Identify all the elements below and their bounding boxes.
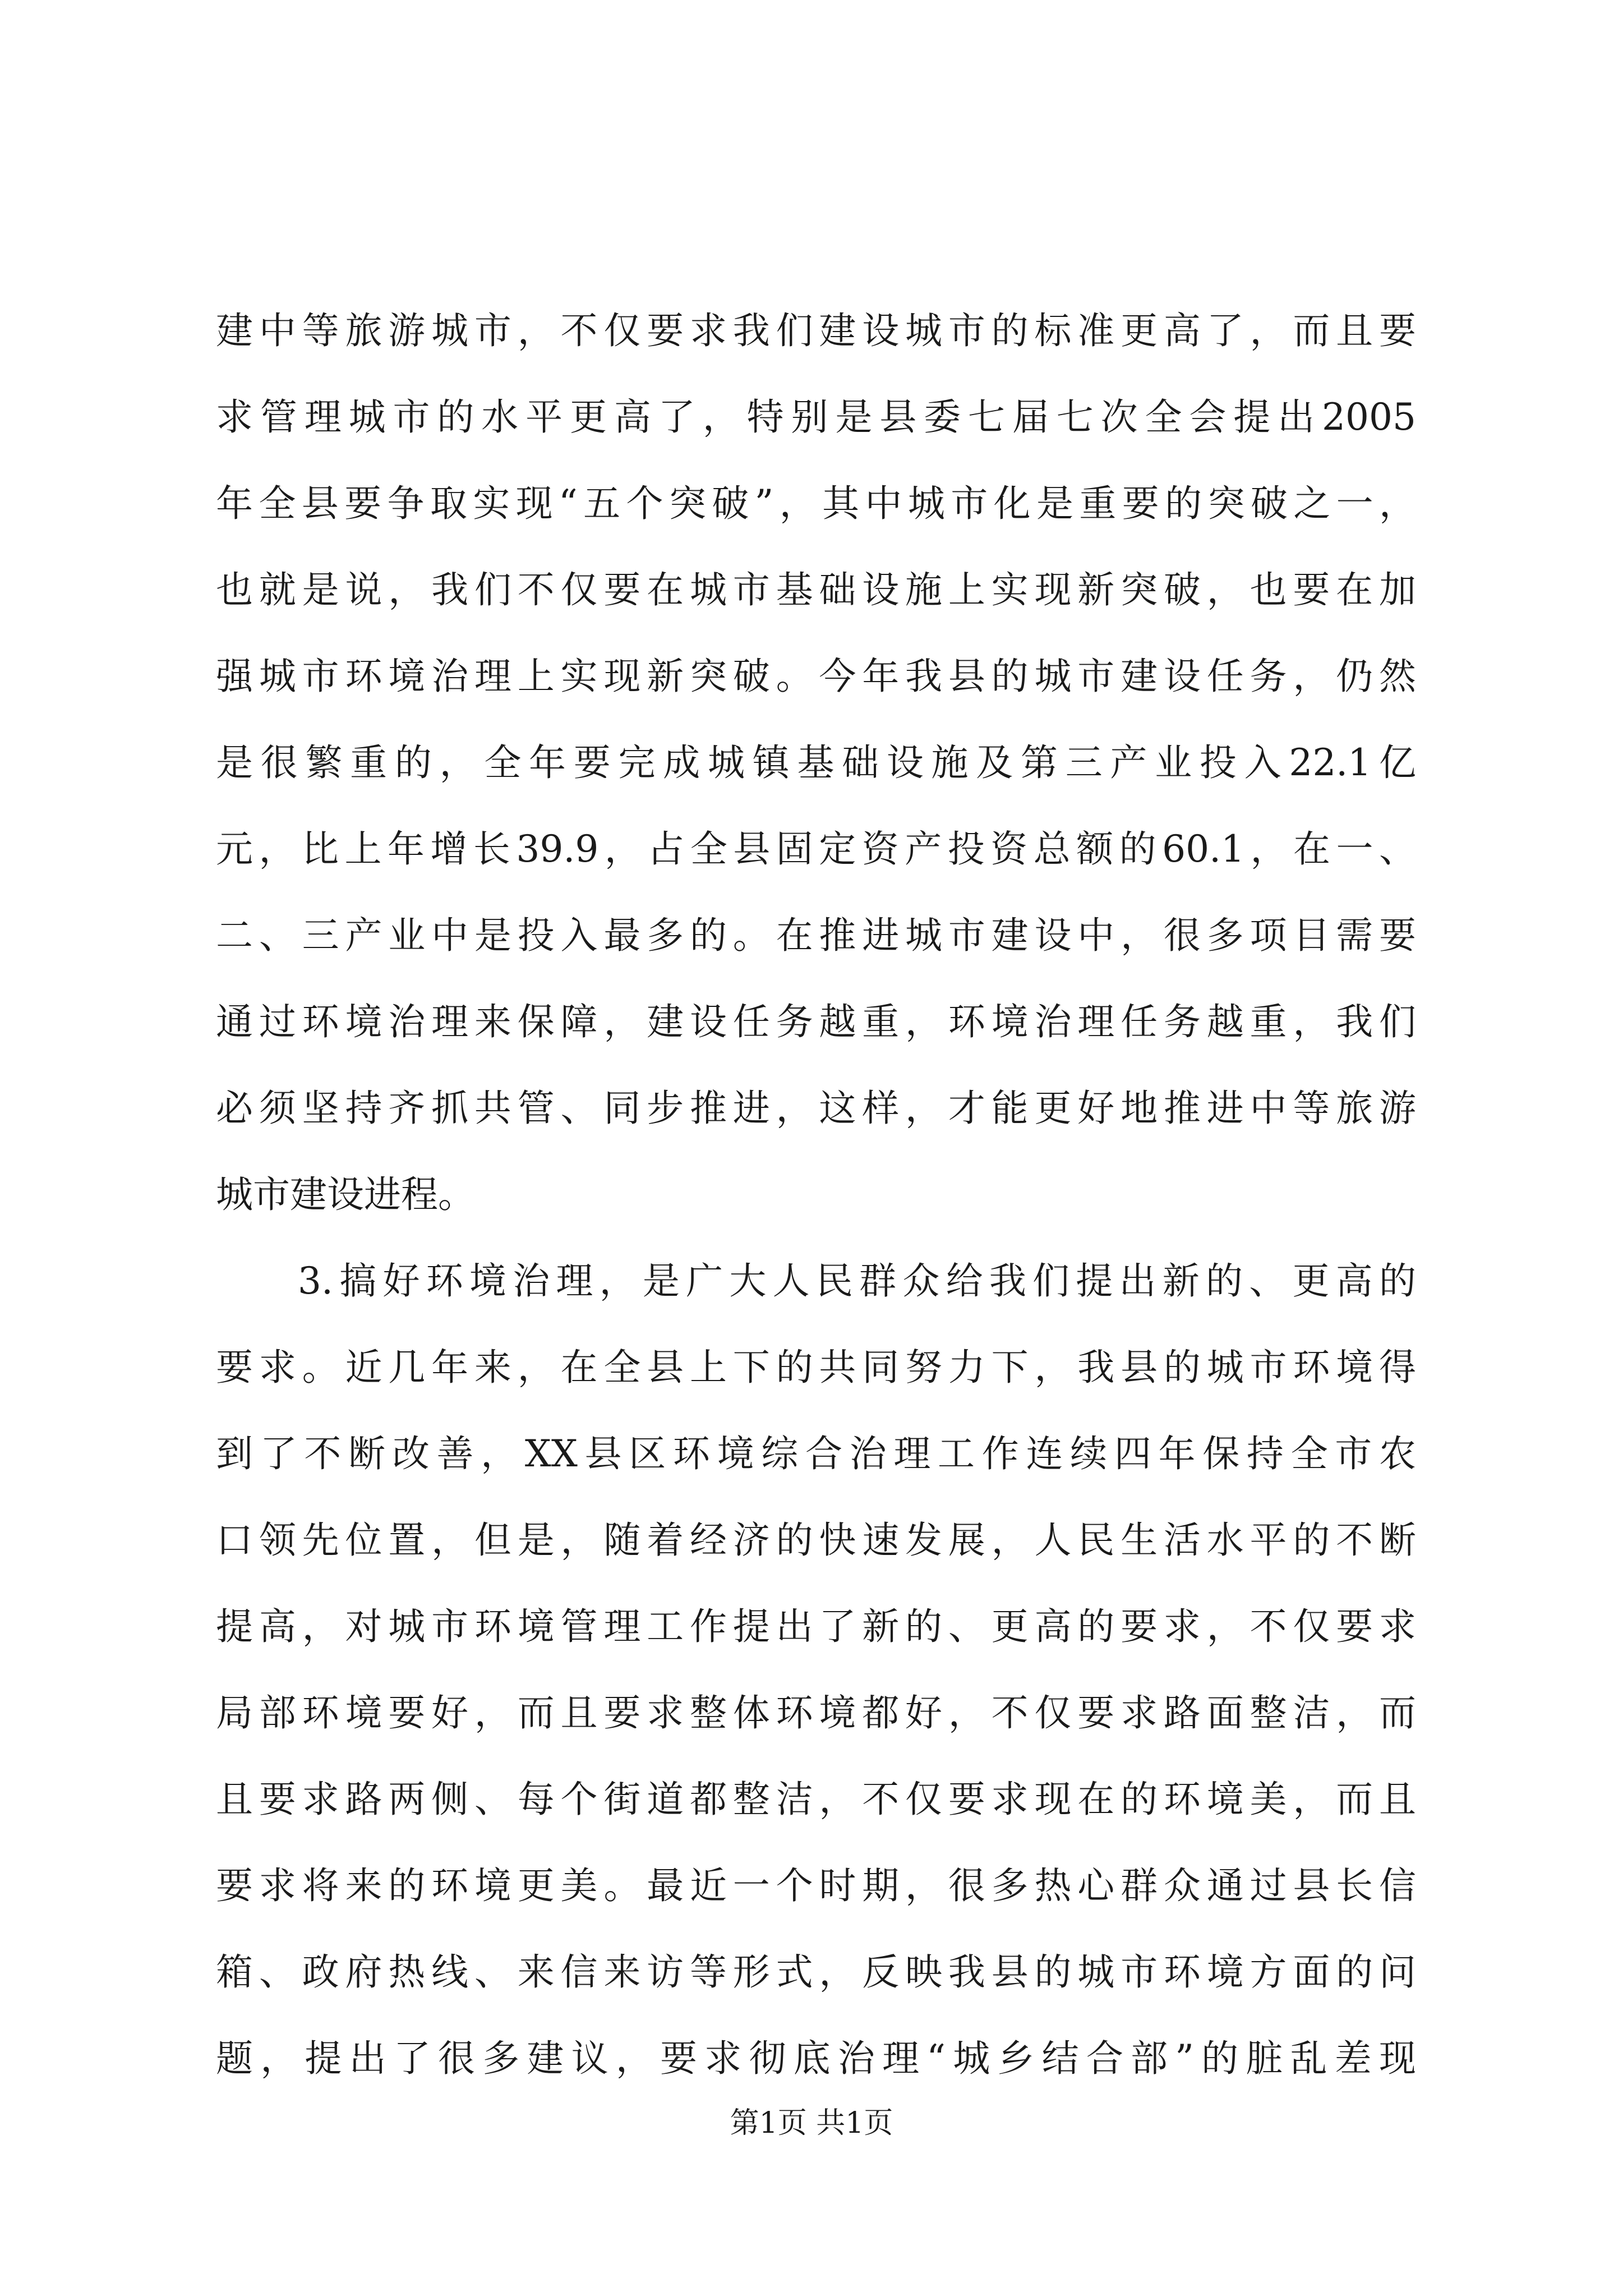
text-line: 城市建设进程。 [216, 1173, 475, 1216]
text-line: 是很繁重的，全年要完成城镇基础设施及第三产业投入22.1亿 [216, 741, 1416, 784]
text-line: 建中等旅游城市，不仅要求我们建设城市的标准更高了，而且要 [216, 309, 1416, 352]
text-line: 3.搞好环境治理，是广大人民群众给我们提出新的、更高的 [298, 1259, 1416, 1303]
paragraph-1 [216, 288, 1416, 1238]
paragraph-2 [216, 1238, 1416, 2102]
page-footer [0, 2104, 1623, 2143]
document-body [216, 288, 1416, 2102]
text-line: 到了不断改善，XX县区环境综合治理工作连续四年保持全市农 [216, 1432, 1416, 1475]
text-line: 年全县要争取实现“五个突破”，其中城市化是重要的突破之一， [216, 482, 1416, 525]
text-line: 提高，对城市环境管理工作提出了新的、更高的要求，不仅要求 [216, 1605, 1416, 1648]
text-line: 强城市环境治理上实现新突破。今年我县的城市建设任务，仍然 [216, 655, 1416, 698]
text-line: 要求将来的环境更美。最近一个时期，很多热心群众通过县长信 [216, 1864, 1416, 1907]
text-line: 箱、政府热线、来信来访等形式，反映我县的城市环境方面的问 [216, 1950, 1416, 1994]
text-line: 口领先位置，但是，随着经济的快速发展，人民生活水平的不断 [216, 1519, 1416, 1562]
page-number-label: 第1页 共1页 [730, 2106, 893, 2140]
text-line: 局部环境要好，而且要求整体环境都好，不仅要求路面整洁，而 [216, 1691, 1416, 1734]
text-line: 必须坚持齐抓共管、同步推进，这样，才能更好地推进中等旅游 [216, 1087, 1416, 1130]
text-line: 求管理城市的水平更高了，特别是县委七届七次全会提出2005 [216, 395, 1416, 439]
text-line: 元，比上年增长39.9，占全县固定资产投资总额的60.1，在一、 [216, 827, 1416, 871]
text-line: 二、三产业中是投入最多的。在推进城市建设中，很多项目需要 [216, 914, 1416, 957]
text-line: 题，提出了很多建议，要求彻底治理“城乡结合部”的脏乱差现 [216, 2037, 1416, 2080]
text-line: 通过环境治理来保障，建设任务越重，环境治理任务越重，我们 [216, 1000, 1416, 1043]
text-line: 也就是说，我们不仅要在城市基础设施上实现新突破，也要在加 [216, 568, 1416, 611]
text-line: 要求。近几年来，在全县上下的共同努力下，我县的城市环境得 [216, 1346, 1416, 1389]
text-line: 且要求路两侧、每个街道都整洁，不仅要求现在的环境美，而且 [216, 1778, 1416, 1821]
